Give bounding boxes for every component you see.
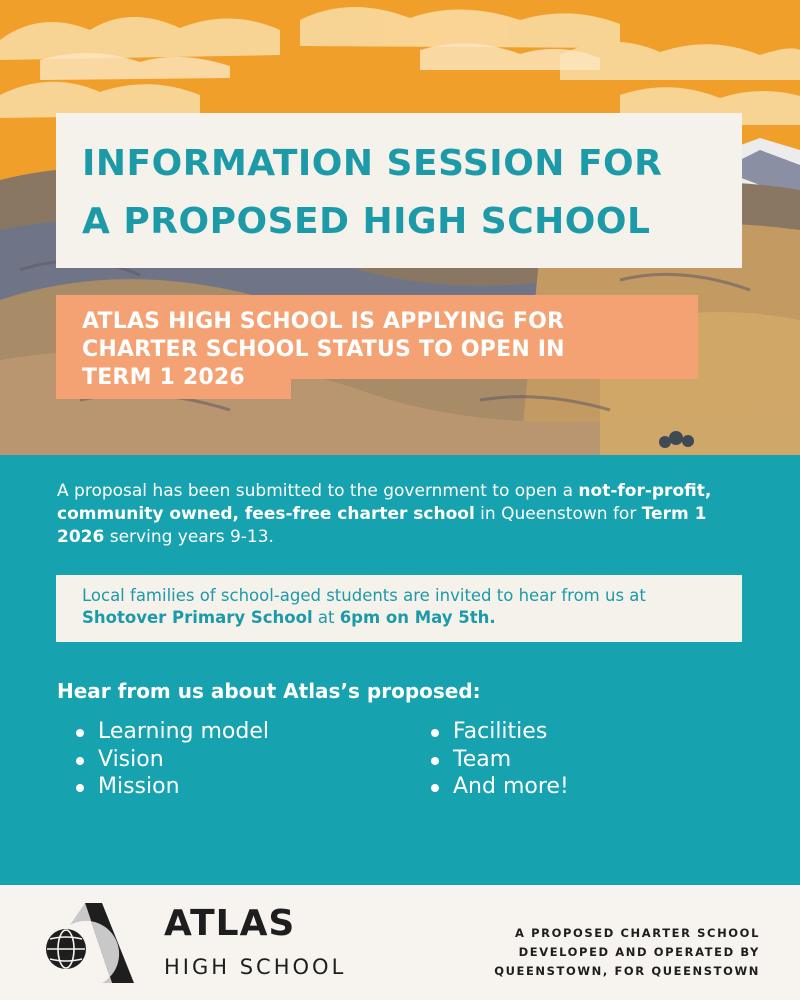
list-item: Team <box>428 746 569 774</box>
page-title-line-2: A PROPOSED HIGH SCHOOL <box>82 201 651 242</box>
intro-highlight-school-type: not-for-profit, community owned, fees-free charter school <box>57 481 712 524</box>
notice-text-2: at <box>312 608 340 627</box>
subtitle-text <box>82 308 702 392</box>
list-item: Vision <box>73 746 269 774</box>
list-item: Learning model <box>73 718 269 746</box>
intro-text-3: serving years 9-13. <box>104 527 274 547</box>
tagline-line-2: DEVELOPED AND OPERATED BY <box>518 945 760 959</box>
topics-heading: Hear from us about Atlas’s proposed: <box>57 679 481 703</box>
tagline-line-3: QUEENSTOWN, FOR QUEENSTOWN <box>494 964 760 978</box>
topics-list-right <box>428 718 569 801</box>
title-panel <box>56 113 742 268</box>
atlas-logo-icon <box>40 895 150 990</box>
list-item: And more! <box>428 773 569 801</box>
logo-subtitle: HIGH SCHOOL <box>164 955 347 979</box>
event-notice <box>56 575 742 642</box>
notice-time-date: 6pm on May 5th. <box>339 608 496 627</box>
list-item: Mission <box>73 773 269 801</box>
intro-text-2: in Queenstown for <box>474 504 642 524</box>
subtitle-line-3: TERM 1 2026 <box>82 365 245 390</box>
notice-text-1: Local families of school-aged students are invited to hear from us at <box>82 586 646 605</box>
notice-venue: Shotover Primary School <box>82 608 313 627</box>
topics-list-left <box>73 718 269 801</box>
tagline-line-1: A PROPOSED CHARTER SCHOOL <box>515 926 760 940</box>
subtitle-line-2: CHARTER SCHOOL STATUS TO OPEN IN <box>82 337 565 362</box>
subtitle-line-1: ATLAS HIGH SCHOOL IS APPLYING FOR <box>82 309 565 334</box>
list-item: Facilities <box>428 718 569 746</box>
intro-paragraph <box>57 480 747 549</box>
intro-highlight-term: Term 1 2026 <box>57 504 707 547</box>
footer-tagline <box>494 924 760 981</box>
page-title-line-1: INFORMATION SESSION FOR <box>82 143 663 184</box>
logo-wordmark: ATLAS <box>164 903 296 944</box>
intro-text-1: A proposal has been submitted to the government to open a <box>57 481 579 501</box>
